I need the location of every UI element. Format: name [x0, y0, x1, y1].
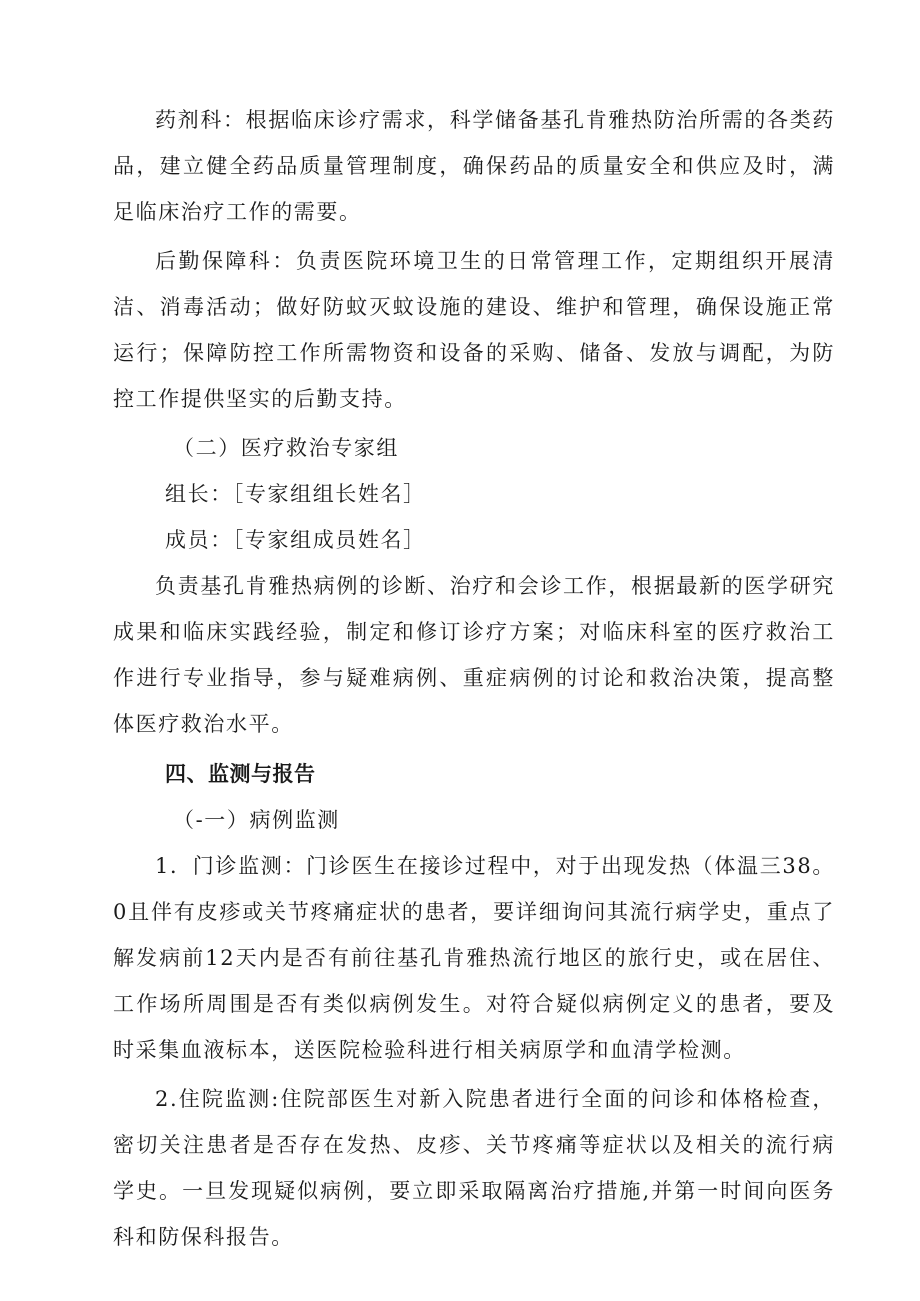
logistics-paragraph: 后勤保障科：负责医院环境卫生的日常管理工作，定期组织开展清洁、消毒活动；做好防蚊灭蚊设施的建设、维护和管理，确保设施正常运行；保障防控工作所需物资和设备的采购、储备、发放与调配，为防控工作提供坚实的后勤支持。 — [113, 249, 835, 411]
expert-group-duty-paragraph: 负责基孔肯雅热病例的诊断、治疗和会诊工作，根据最新的医学研究成果和临床实践经验，制定和修订诊疗方案；对临床科室的医疗救治工作进行专业指导，参与疑难病例、重症病例的讨论和救治决策，提高整体医疗救治水平。 — [113, 574, 835, 736]
expert-group-members: 成员：［专家组成员姓名］ — [165, 528, 426, 552]
expert-group-subheading: （二）医疗救治专家组 — [173, 436, 399, 460]
outpatient-monitoring-paragraph: 1．门诊监测：门诊医生在接诊过程中，对于出现发热（体温三38。0且伴有皮疹或关节疼痛症状的患者，要详细询问其流行病学史，重点了解发病前12天内是否有前往基孔肯雅热流行地区的旅行史，或在居住、工作场所周围是否有类似病例发生。对符合疑似病例定义的患者，要及时采集血液标本，送医院检验科进行相关病原学和血清学检测。 — [113, 854, 835, 1062]
pharmacy-paragraph: 药剂科：根据临床诊疗需求，科学储备基孔肯雅热防治所需的各类药品，建立健全药品质量管理制度，确保药品的质量安全和供应及时，满足临床治疗工作的需要。 — [113, 108, 835, 224]
section-heading-monitoring: 四、监测与报告 — [165, 762, 316, 786]
case-monitoring-subheading: （-一）病例监测 — [173, 808, 340, 832]
inpatient-monitoring-paragraph: 2.住院监测:住院部医生对新入院患者进行全面的问诊和体格检查，密切关注患者是否存在发热、皮疹、关节疼痛等症状以及相关的流行病学史。一旦发现疑似病例，要立即采取隔离治疗措施,并第一时间向医务科和防保科报告。 — [113, 1087, 835, 1249]
expert-group-leader: 组长：［专家组组长姓名］ — [165, 482, 426, 506]
document-body — [113, 97, 835, 1260]
